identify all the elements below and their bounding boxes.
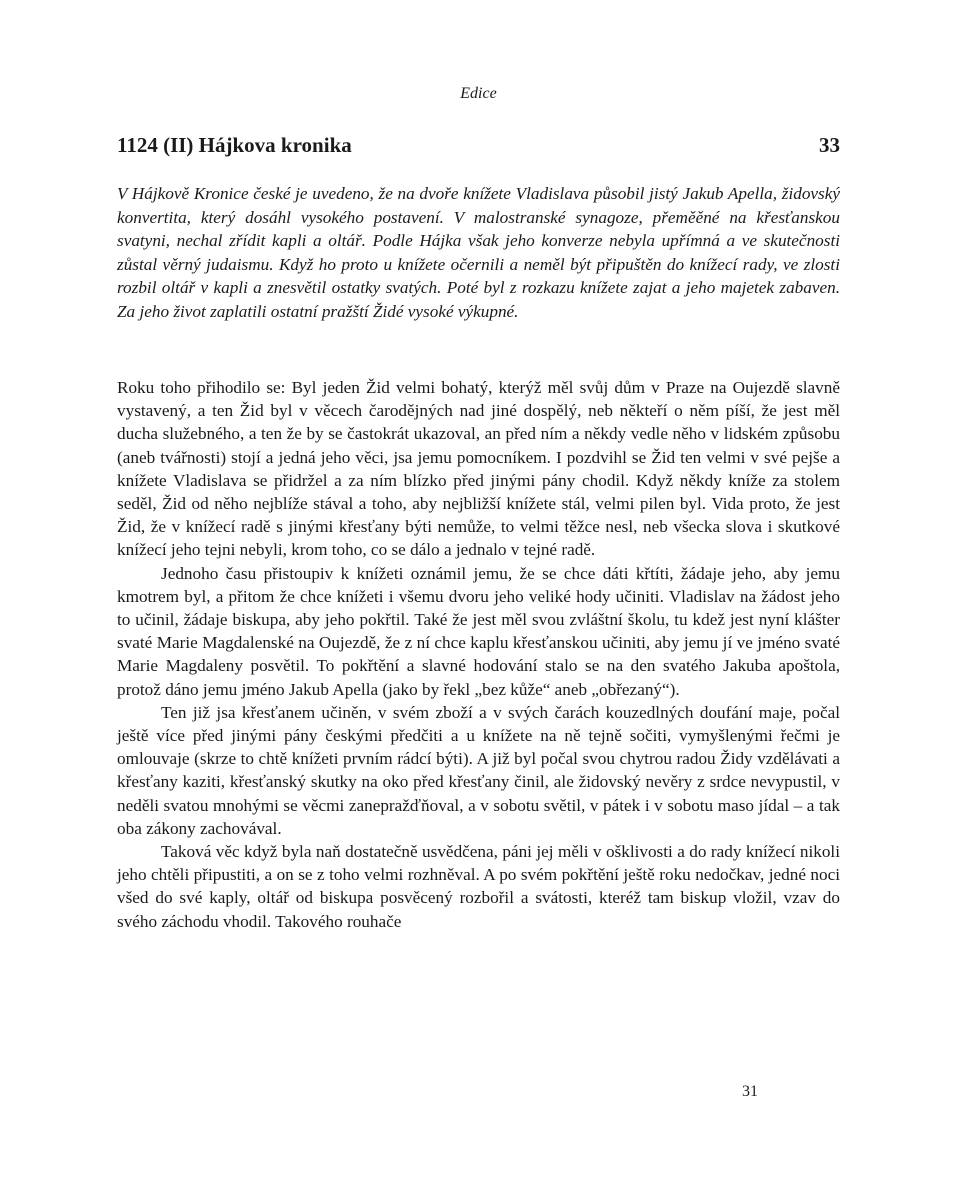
page (117, 0, 840, 1181)
entry-number: 33 (819, 133, 840, 157)
abstract-paragraph: V Hájkově Kronice české je uvedeno, že na dvoře knížete Vladislava působil jistý Jakub Apella, židovský konvertita, který dosáhl vysokého postavení. V malostranské synagoze, přeměěné na křesťanskou svatyni, nechal zřídit kapli a oltář. Podle Hájka však jeho konverze nebyla upřímná a ve skutečnosti zůstal věrný judaismu. Když ho proto u knížete očernili a neměl být připuštěn do knížecí rady, ve zlosti rozbil oltář v kapli a znesvětil ostatky svatých. Poté byl z rozkazu knížete zajat a jeho majetek zabaven. Za jeho život zaplatili ostatní pražští Židé vysoké výkupné. (117, 184, 840, 321)
text-paragraph: Roku toho přihodilo se: Byl jeden Žid velmi bohatý, kterýž měl svůj dům v Praze na Oujezdě slavně vystavený, a ten Žid byl v věcech čarodějných nad jiné dospělý, neb někteří o něm píší, že jest měl ducha služebného, a ten že by se častokrát ukazoval, an před ním a někdy vedle něho v lidském způsobu (aneb tvářnosti) stojí a jedná jeho věci, jsa jemu pomocníkem. I pozdvihl se Žid ten velmi v své pejše a knížete Vladislava se přidržel a za ním blízko před jinými pány chodil. Když někdy kníže za stolem seděl, Žid od něho nejblíže stával a toho, aby nejbližší knížete stál, velmi pilen byl. Vida proto, že jest Žid, že v knížecí radě s jinými křesťany býti nemůže, to velmi těžce nesl, neb všecka slova i skutkové knížecí jeho tejni nebyli, krom toho, co se dálo a jednalo v tejné radě. (117, 378, 840, 560)
entry-heading (117, 130, 840, 160)
text-paragraph: Taková věc když byla naň dostatečně usvědčena, páni jej měli v ošklivosti a do rady knížecí nikoli jeho chtěli připustiti, a on se z toho velmi rozhněval. A po svém pokřtění ještě roku nedočkav, jedné noci všed do své kaply, oltář od biskupa posvěcený rozbořil a svátosti, kteréž tam biskup vložil, vzav do svého záchodu vhodil. Takového rouhače (117, 842, 840, 931)
entry-title: 1124 (II) Hájkova kronika (117, 133, 352, 157)
text-paragraph: Jednoho času přistoupiv k knížeti oznámil jemu, že se chce dáti křtíti, žádaje jeho, aby jemu kmotrem byl, a přitom že chce knížeti i všemu dvoru jeho veliké hody učiniti. Vladislav na žádost jeho to učinil, žádaje biskupa, aby jeho pokřtil. Také že jest měl svou zvláštní školu, tu kdež jest nyní klášter svaté Marie Magdalenské na Oujezdě, že z ní chce kaplu křesťanskou učiniti, aby jemu jí ve jméno svaté Marie Magdaleny posvětil. To pokřtění a slavné hodování stalo se na den svatého Jakuba apoštola, protož dáno jemu jméno Jakub Apella (jako by řekl „bez kůže“ aneb „obřezaný“). (117, 563, 840, 699)
running-head: Edice (460, 85, 497, 102)
edition-text (117, 376, 840, 933)
text-paragraph: Ten již jsa křesťanem učiněn, v svém zboží a v svých čarách kouzedlných doufání maje, počal ještě více před jinými pány českými předčiti a u knížete na ně tejně sočiti, vymyšlenými řečmi je omlouvaje (skrze to chtě knížeti prvním rádcí býti). A již byl počal svou chytrou radou Židy vzdělávati a křesťany kaziti, křesťanský skutky na oko před křesťany činil, ale židovský nevěry z srdce nevypustil, v neděli svatou mnohými se věcmi zanepražďňoval, a v sobotu světil, v pátek i v sobotu maso jídal – a tak oba zákony zachovával. (117, 702, 840, 838)
page-number: 31 (742, 1083, 758, 1100)
